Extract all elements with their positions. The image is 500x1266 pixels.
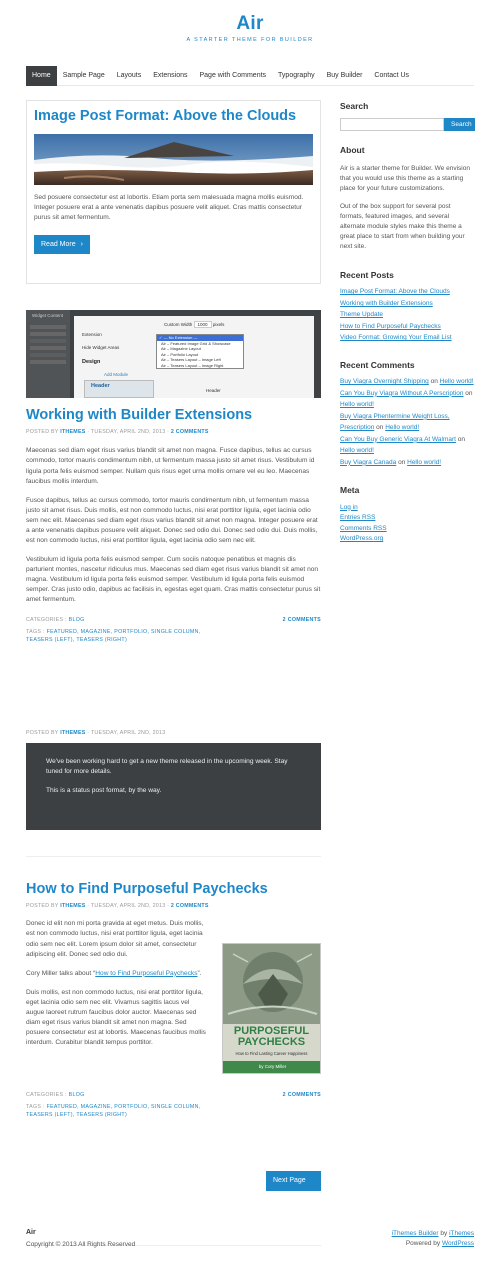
wordpress-footer-link[interactable]: WordPress <box>441 1240 474 1247</box>
nav-home[interactable]: Home <box>26 66 57 86</box>
search-form <box>340 118 475 131</box>
recent-post-link[interactable]: Theme Update <box>340 311 383 319</box>
nav-buy-builder[interactable]: Buy Builder <box>326 71 363 79</box>
comments-link[interactable]: 2 COMMENTS <box>282 617 321 624</box>
recent-post-link[interactable]: How to Find Purposeful Paychecks <box>340 322 441 330</box>
post-meta: POSTED BY ITHEMES · TUESDAY, APRIL 2ND, 2013 · 2 COMMENTS <box>26 428 209 435</box>
post-purposeful-paychecks <box>26 881 321 1119</box>
nav-sample-page[interactable]: Sample Page <box>62 71 105 79</box>
post-title[interactable]: How to Find Purposeful Paychecks <box>26 881 268 897</box>
search-button[interactable]: Search <box>444 118 475 131</box>
about-widget-title: About <box>340 145 365 156</box>
meta-widget-title: Meta <box>340 485 360 496</box>
post-meta: POSTED BY ITHEMES · TUESDAY, APRIL 2ND, 2013 <box>26 730 166 736</box>
site-footer: Air Copyright © 2013 All Rights Reserved iThemes Builder by iThemes Powered by WordPress <box>26 1229 474 1249</box>
post-paragraph: Fusce dapibus, tellus ac cursus commodo, tortor mauris condimentum nibh, ut fermentum massa justo sit amet risus. Duis mollis, est non commodo luctus, nisi erat porttitor ligula, eget lacinia odio sem nec elit. Maecenas sed diam eget risus varius blandit sit amet non magna. Integer posuere erat a ante venenatis dapibus posuere velit aliquet. Donec sed odio dui. Donec sed odio dui. Duis mollis, est non commodo luctus, nisi erat porttitor ligula, eget lacinia odio sem nec elit. <box>26 496 318 544</box>
post-excerpt: Sed posuere consectetur est at lobortis. Etiam porta sem malesuada magna mollis euismod. Integer posuere erat a ante venenatis dapibus posuere velit aliquet. Cras mattis consectetur purus sit amet fermentum. <box>34 193 304 221</box>
wordpress-link[interactable]: WordPress.org <box>340 535 384 543</box>
builder-extensions-screenshot: Widget Content Extension Hide Widget Areas Design Add Module Header Custom Width 1000 pixels ✓ — No Extension — Air – Featured Image Grid & Showcase Air – Magazine Layout Air – Portfolio Layout Air – Teasers Layout – Image Left Air – Teasers Layout – Image Right Header <box>26 310 321 398</box>
comments-link[interactable]: 2 COMMENTS <box>170 428 209 435</box>
sidebar <box>340 100 475 545</box>
book-link[interactable]: How to Find Purposeful Paychecks <box>95 969 198 977</box>
chevron-right-icon: › <box>80 240 83 248</box>
comments-rss-link[interactable]: Comments RSS <box>340 524 387 532</box>
eagle-engraving-icon <box>223 944 321 1024</box>
featured-image-clouds <box>34 134 313 185</box>
widget-content-label: Widget Content <box>32 313 64 318</box>
extension-dropdown[interactable]: ✓ — No Extension — Air – Featured Image Grid & Showcase Air – Magazine Layout Air – Portfolio Layout Air – Teasers Layout – Image Left Air – Teasers Layout – Image Right <box>156 334 244 369</box>
search-input[interactable] <box>340 118 444 131</box>
book-cover[interactable]: PURPOSEFUL PAYCHECKS How to Find Lasting Career Happiness by Cory Miller <box>222 943 321 1074</box>
recent-post-link[interactable]: Image Post Format: Above the Clouds <box>340 288 450 296</box>
post-footer: CATEGORIES : BLOG 2 COMMENTS TAGS : FEATURED, MAGAZINE, PORTFOLIO, SINGLE COLUMN, TEASERS (LEFT), TEASERS (RIGHT) <box>26 1092 321 1118</box>
post-status <box>26 730 321 830</box>
author-link[interactable]: ITHEMES <box>60 428 86 435</box>
site-header <box>0 12 500 45</box>
ithemes-builder-link[interactable]: iThemes Builder <box>391 1230 439 1237</box>
main-content <box>26 100 321 1204</box>
category-link[interactable]: BLOG <box>68 1092 85 1099</box>
status-box: We've been working hard to get a new theme released in the upcoming week. Stay tuned for more details. This is a status post format, by the way. <box>26 743 321 830</box>
next-page-button[interactable]: Next Page → <box>266 1171 321 1191</box>
post-paragraph: Donec id elit non mi porta gravida at eget metus. Duis mollis, est non commodo luctus, nisi erat porttitor ligula, eget lacinia odio sem nec elit. Lorem ipsum dolor sit amet, consectetur adipiscing elit. Donec sed odio dui. <box>26 920 204 958</box>
tags-links[interactable]: TEASERS (LEFT), TEASERS (RIGHT) <box>26 636 128 643</box>
footer-site-title: Air <box>26 1229 36 1236</box>
nav-layouts[interactable]: Layouts <box>116 71 142 79</box>
read-more-button[interactable]: Read More › <box>34 235 90 254</box>
tags-links[interactable]: FEATURED, MAGAZINE, PORTFOLIO, SINGLE COLUMN, <box>46 1104 201 1111</box>
post-meta: POSTED BY ITHEMES · TUESDAY, APRIL 2ND, 2013 · 2 COMMENTS <box>26 902 209 909</box>
comments-link[interactable]: 2 COMMENTS <box>282 1092 321 1099</box>
author-link[interactable]: ITHEMES <box>60 902 86 909</box>
nav-typography[interactable]: Typography <box>278 71 315 79</box>
recent-comment: Buy Viagra Phentermine Weight Loss, Prescription on Hello world! <box>340 412 450 432</box>
recent-comment: Can You Buy Generic Viagra At Walmart on Hello world! <box>340 435 466 455</box>
recent-comments-list <box>340 376 475 468</box>
post-paragraph: Duis mollis, est non commodo luctus, nisi erat porttitor ligula, eget lacinia odio sem nec elit. Vivamus sagittis lacus vel augue laoreet rutrum faucibus dolor auctor. Maecenas sed diam eget risus varius blandit sit amet non magna. Sed posuere consectetur est at lobortis. Maecenas faucibus mollis interdum. Curabitur blandit tempus porttitor. <box>26 988 206 1047</box>
ithemes-link[interactable]: iThemes <box>449 1230 474 1237</box>
main-navigation <box>26 66 474 86</box>
post-footer: CATEGORIES : BLOG 2 COMMENTS TAGS : FEATURED, MAGAZINE, PORTFOLIO, SINGLE COLUMN, TEASERS (LEFT), TEASERS (RIGHT) <box>26 617 321 643</box>
post-paragraph: Vestibulum id ligula porta felis euismod semper. Cum sociis natoque penatibus et magnis dis parturient montes, nascetur ridiculus mus. Maecenas sed diam eget risus varius blandit sit amet non magna. Vestibulum id ligula porta felis euismod semper. Vestibulum id ligula porta felis euismod semper. Cras justo odio, dapibus ac facilisis in, egestas eget quam. Cras mattis consectetur purus sit amet fermentum. <box>26 556 321 604</box>
nav-extensions[interactable]: Extensions <box>153 71 188 79</box>
about-text: Air is a starter theme for Builder. We envision that you would use this theme as a starting place for your future customizations. <box>340 164 470 192</box>
nav-contact-us[interactable]: Contact Us <box>374 71 410 79</box>
search-widget-title: Search <box>340 101 369 111</box>
recent-comments-title: Recent Comments <box>340 359 415 370</box>
post-builder-extensions <box>26 407 321 644</box>
recent-posts-list <box>340 286 475 344</box>
entries-rss-link[interactable]: Entries RSS <box>340 514 376 522</box>
post-paragraph: Maecenas sed diam eget risus varius blandit sit amet non magna. Fusce dapibus, tellus ac cursus commodo, tortor mauris condimentum nibh, ut fermentum massa justo sit amet risus. Vestibulum id ligula porta felis euismod semper. Nullam quis risus eget urna mollis ornare vel eu leo. Maecenas faucibus mollis interdum. <box>26 447 315 485</box>
category-link[interactable]: BLOG <box>68 617 85 624</box>
about-text: Out of the box support for several post formats, featured images, and several alternate module styles make this theme a great place to start from when building your next site. <box>340 203 465 251</box>
recent-post-link[interactable]: Video Format: Growing Your Email List <box>340 334 452 342</box>
log-in-link[interactable]: Log in <box>340 503 358 511</box>
comments-link[interactable]: 2 COMMENTS <box>170 902 209 909</box>
recent-comment: Buy Viagra Overnight Shipping on Hello world! <box>340 378 474 386</box>
site-tagline: A STARTER THEME FOR BUILDER <box>186 37 314 43</box>
site-title[interactable]: Air <box>236 13 264 34</box>
post-title[interactable]: Image Post Format: Above the Clouds <box>34 108 297 124</box>
copyright: Copyright © 2013 All Rights Reserved <box>26 1241 136 1249</box>
post-paragraph: Cory Miller talks about “How to Find Purposeful Paychecks”. <box>26 969 202 977</box>
divider <box>26 856 321 857</box>
post-image-format <box>26 100 321 284</box>
tags-links[interactable]: FEATURED, MAGAZINE, PORTFOLIO, SINGLE COLUMN, <box>46 629 201 636</box>
tags-links[interactable]: TEASERS (LEFT), TEASERS (RIGHT) <box>26 1111 128 1118</box>
recent-comment: Can You Buy Viagra Without A Perscription on Hello world! <box>340 389 473 409</box>
nav-page-with-comments[interactable]: Page with Comments <box>199 71 267 79</box>
recent-posts-title: Recent Posts <box>340 270 394 281</box>
recent-comment: Buy Viagra Canada on Hello world! <box>340 458 442 466</box>
post-title[interactable]: Working with Builder Extensions <box>26 407 253 423</box>
recent-post-link[interactable]: Working with Builder Extensions <box>340 299 433 307</box>
author-link[interactable]: ITHEMES <box>60 730 86 736</box>
meta-links <box>340 503 475 545</box>
